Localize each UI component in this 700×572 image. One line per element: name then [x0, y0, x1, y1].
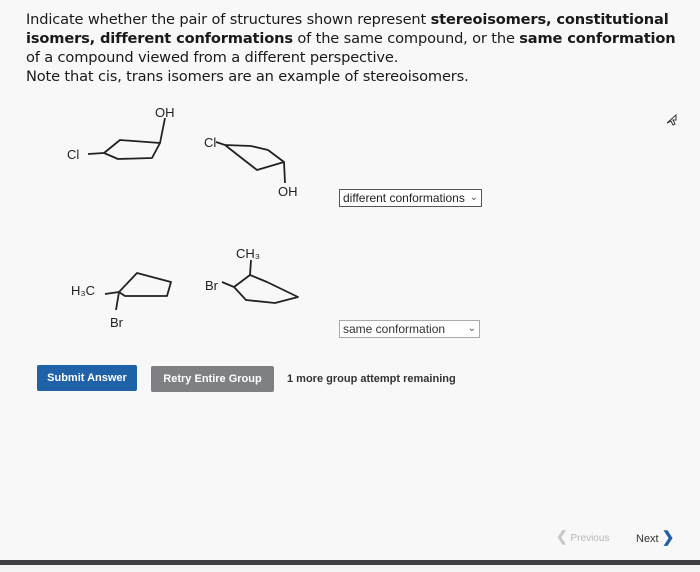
- ch3-label: CH₃: [236, 246, 261, 261]
- retry-entire-group-button[interactable]: Retry Entire Group: [151, 366, 274, 392]
- answer-select-value: same conformation: [343, 322, 446, 336]
- submit-answer-button[interactable]: Submit Answer: [37, 365, 137, 391]
- question-part: Indicate whether the pair of structures shown represent: [26, 11, 431, 28]
- next-label: Next: [636, 533, 659, 545]
- chevron-left-icon: ❮: [556, 528, 568, 544]
- oh-label: OH: [278, 184, 298, 199]
- question-part: of the same compound, or the: [292, 30, 520, 47]
- chevron-down-icon: ⌄: [467, 323, 476, 334]
- br-label: Br: [205, 278, 218, 293]
- structure-1a: [60, 100, 180, 180]
- answer-select-2[interactable]: [339, 320, 480, 338]
- attempts-remaining-text: 1 more group attempt remaining: [287, 373, 456, 385]
- question-note: Note that cis, trans isomers are an example of stereoisomers.: [26, 68, 469, 85]
- bottom-divider: [0, 560, 700, 565]
- cl-label: Cl: [67, 147, 80, 162]
- h3c-label: H₃C: [71, 283, 96, 298]
- previous-label: Previous: [570, 533, 610, 544]
- structure-2a: [68, 265, 188, 335]
- chevron-down-icon: ⌄: [469, 192, 478, 203]
- structure-1b: [195, 125, 305, 205]
- previous-button[interactable]: [556, 528, 609, 545]
- question-bold: stereoisomers, constitutional isomers, different conformations: [26, 11, 669, 47]
- answer-select-1[interactable]: [339, 189, 482, 207]
- question-part: of a compound viewed from a different perspective.: [26, 49, 399, 66]
- cursor-icon: [665, 112, 679, 126]
- question-text: [26, 10, 686, 86]
- structure-2b: [200, 245, 310, 315]
- br-label: Br: [110, 315, 123, 330]
- oh-label: OH: [155, 105, 175, 120]
- next-button[interactable]: [636, 528, 674, 546]
- answer-select-value: different conformations: [343, 191, 465, 205]
- question-bold: same conformation: [519, 30, 676, 47]
- cl-label: Cl: [204, 135, 217, 150]
- chevron-right-icon: ❯: [661, 529, 675, 546]
